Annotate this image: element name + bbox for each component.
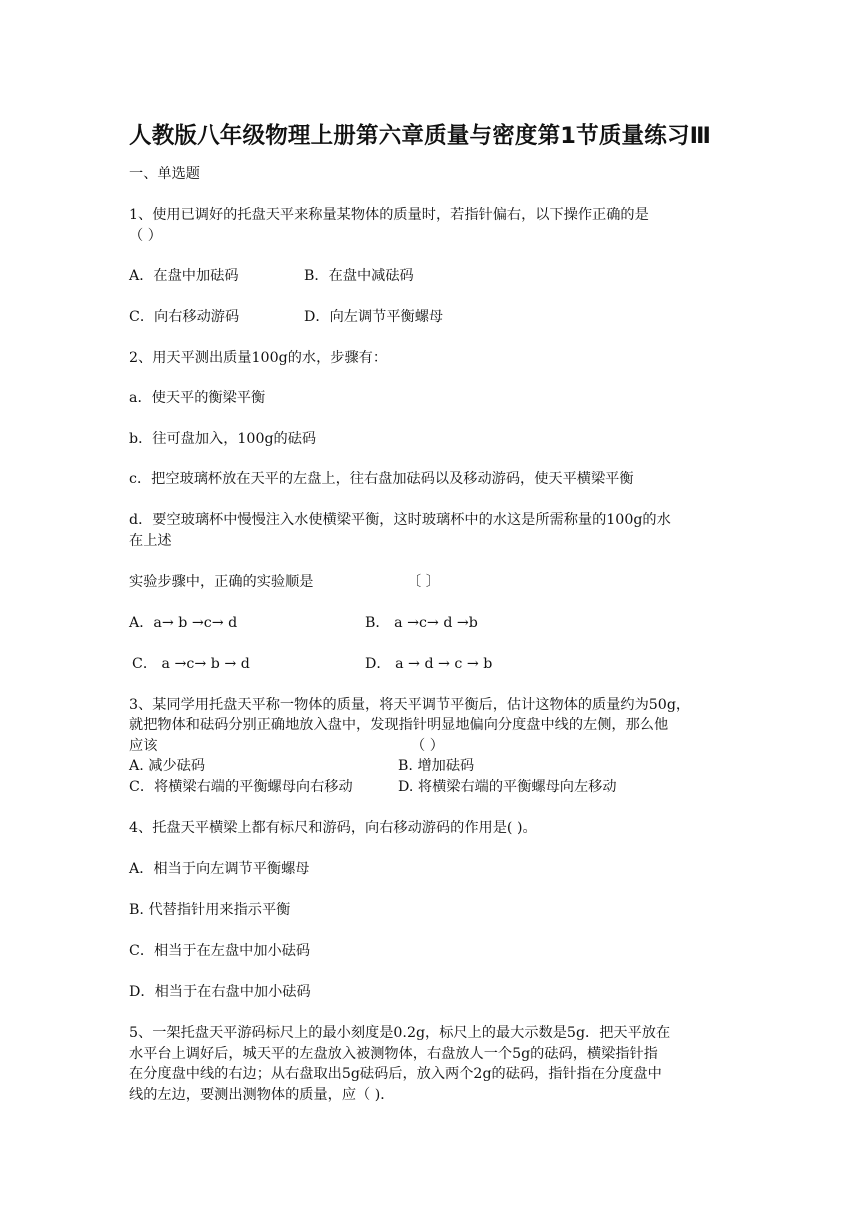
document-title: 人教版八年级物理上册第六章质量与密度第1节质量练习Ⅲ	[129, 123, 712, 149]
question-4-option-a: A．相当于向左调节平衡螺母	[129, 861, 310, 877]
question-4-stem: 4、托盘天平横梁上都有标尺和游码，向右移动游码的作用是( )。	[129, 820, 537, 836]
question-5-line-4: 线的左边，要测出测物体的质量，应（ )．	[129, 1087, 395, 1103]
question-2-option-a: A．a→ b →c→ d	[129, 615, 238, 631]
question-4-option-c: C．相当于在左盘中加小砝码	[129, 943, 311, 959]
question-2-option-c: C． a →c→ b → d	[132, 656, 250, 672]
question-3-stem-line-3: 应该	[129, 738, 158, 754]
question-4-option-d: D．相当于在右盘中加小砝码	[129, 984, 311, 1000]
question-2-prompt: 实验步骤中，正确的实验顺是	[129, 574, 314, 590]
question-1-option-b: B．在盘中减砝码	[304, 268, 414, 284]
question-1-option-c: C．向右移动游码	[129, 309, 240, 325]
question-1-option-d: D．向左调节平衡螺母	[304, 309, 444, 325]
question-2-step-d-continued: 在上述	[129, 533, 172, 549]
question-3-stem-line-2: 就把物体和砝码分别正确地放入盘中，发现指针明显地偏向分度盘中线的左侧，那么他	[129, 717, 669, 733]
question-3-stem-line-1: 3、某同学用托盘天平称一物体的质量，将天平调节平衡后，估计这物体的质量约为50g，	[129, 697, 691, 713]
question-2-step-d: d．要空玻璃杯中慢慢注入水使横梁平衡，这时玻璃杯中的水这是所需称量的100g的水	[129, 512, 671, 528]
question-2-step-c: c．把空玻璃杯放在天平的左盘上，往右盘加砝码以及移动游码，使天平横梁平衡	[129, 471, 634, 487]
question-3-option-c: C．将横梁右端的平衡螺母向右移动	[129, 779, 353, 795]
question-1-blank: （ ）	[129, 228, 162, 244]
question-2-option-b: B． a →c→ d →b	[365, 615, 478, 631]
question-3-option-b: B. 增加砝码	[398, 758, 475, 774]
question-5-line-1: 5、一架托盘天平游码标尺上的最小刻度是0.2g，标尺上的最大示数是5g．把天平放在	[129, 1025, 671, 1041]
question-1-option-a: A．在盘中加砝码	[129, 268, 239, 284]
question-1-stem: 1、使用已调好的托盘天平来称量某物体的质量时，若指针偏右，以下操作正确的是	[129, 207, 649, 223]
question-2-option-d: D． a → d → c → b	[365, 656, 493, 672]
section-heading: 一、单选题	[129, 166, 200, 182]
question-4-option-b: B. 代替指针用来指示平衡	[129, 902, 291, 918]
question-2-blank: 〔 〕	[407, 574, 440, 590]
question-2-stem: 2、用天平测出质量100g的水，步骤有：	[129, 350, 388, 366]
question-3-blank: （ ）	[411, 738, 444, 754]
question-3-option-d: D. 将横梁右端的平衡螺母向左移动	[398, 779, 617, 795]
question-3-option-a: A. 减少砝码	[129, 758, 206, 774]
question-5-line-3: 在分度盘中线的右边；从右盘取出5g砝码后，放入两个2g的砝码，指针指在分度盘中	[129, 1066, 662, 1082]
question-2-step-a: a．使天平的衡梁平衡	[129, 390, 266, 406]
question-2-step-b: b．往可盘加入，100g的砝码	[129, 431, 317, 447]
question-5-line-2: 水平台上调好后，城天平的左盘放入被测物体，右盘放人一个5g的砝码，横梁指针指	[129, 1046, 658, 1062]
